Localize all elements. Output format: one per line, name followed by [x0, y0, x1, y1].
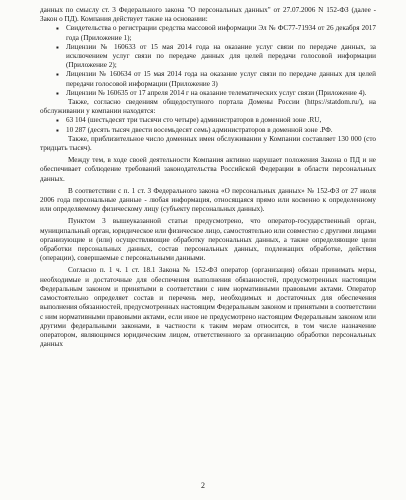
definition-paragraph: В соответствии с п. 1 ст. 3 Федерального закона «О персональных данных» № 152-ФЗ от 27 июля 2006 года персональные данные - любая информация, относящаяся прямо или косвенно к определенному или определяемому физическому лицу (субъекту персональных данных).	[40, 186, 376, 214]
intro-paragraph: данных по смыслу ст. 3 Федерального закона "О персональных данных" от 27.07.2006 N 152-ФЗ (далее - Закон о ПД). Компания действует также на основании:	[40, 6, 376, 24]
violation-paragraph: Между тем, в ходе своей деятельности Компания активно нарушает положения Закона о ПД и не обеспечивает соблюдение требований законодательства Российской Федерации в области персональных данных.	[40, 156, 376, 183]
license-item-2: ▪ Лицензии № 160633 от 15 мая 2014 года на оказание услуг связи по передаче данных, за исключением услуг связи по передаче данных для целей передачи голосовой информации (Приложение 2);	[66, 43, 376, 71]
clients-paragraph: Также, приблизительное число доменных имен обслуживании у Компании составляет 130 000 (сто тридцать тысяч).	[40, 134, 376, 153]
license-item-3: ▪ Лицензии № 160634 от 15 мая 2014 года на оказание услуг связи по передаче данных для целей передачи голосовой информации (Приложение 3)	[66, 70, 376, 88]
page-number: 2	[201, 480, 205, 490]
license-item-1: ▪ Свидетельства о регистрации средства массовой информации Эл № ФС77-71934 от 26 декабря 2017 года (Приложение 1);	[66, 24, 376, 42]
stats-paragraph: Также, согласно сведениям общедоступного портала Домены России (https://statdom.ru/), на обслуживании у компании находятся:	[40, 98, 376, 116]
stats-item-ru: ▪ 63 104 (шестьдесят три тысячи сто четыре) администраторов в доменной зоне .RU,	[66, 116, 376, 125]
stats-list	[40, 116, 376, 134]
obligations-paragraph: Согласно п. 1 ч. 1 ст. 18.1 Закона № 152-ФЗ оператор (организация) обязан принимать меры, необходимые и достаточные для обеспечения выполнения обязанностей, предусмотренных настоящим Федеральным законом и принятыми в соответствии с ним нормативными правовыми актами. Оператор самостоятельно определяет состав и перечень мер, необходимых и достаточных для обеспечения выполнения обязанностей, предусмотренных настоящим Федеральным законом и принятыми в соответствии с ним нормативными правовыми актами, если иное не предусмотрено настоящим Федеральным законом или другими федеральными законами, в частности к таким мерам относится, в том числе назначение оператором, являющимся юридическим лицом, ответственного за организацию обработки персональных данных	[40, 266, 376, 349]
licenses-list	[40, 24, 376, 98]
license-item-4: ▪ Лицензии № 160635 от 17 апреля 2014 г на оказание телематических услуг связи (Приложение 4).	[66, 89, 376, 98]
stats-item-rf: ▪ 10 287 (десять тысяч двести восемьдесят семь) администраторов в доменной зоне .РФ.	[66, 126, 376, 135]
operator-paragraph: Пунктом 3 вышеуказанной статьи предусмотрено, что оператор-государственный орган, муниципальный орган, юридическое или физическое лицо, самостоятельно или совместно с другими лицами организующие и (или) осуществляющие обработку персональных данных, а также определяющие цели обработки персональных данных, состав персональных данных, подлежащих обработке, действия (операции), совершаемые с персональными данными.	[40, 217, 376, 263]
